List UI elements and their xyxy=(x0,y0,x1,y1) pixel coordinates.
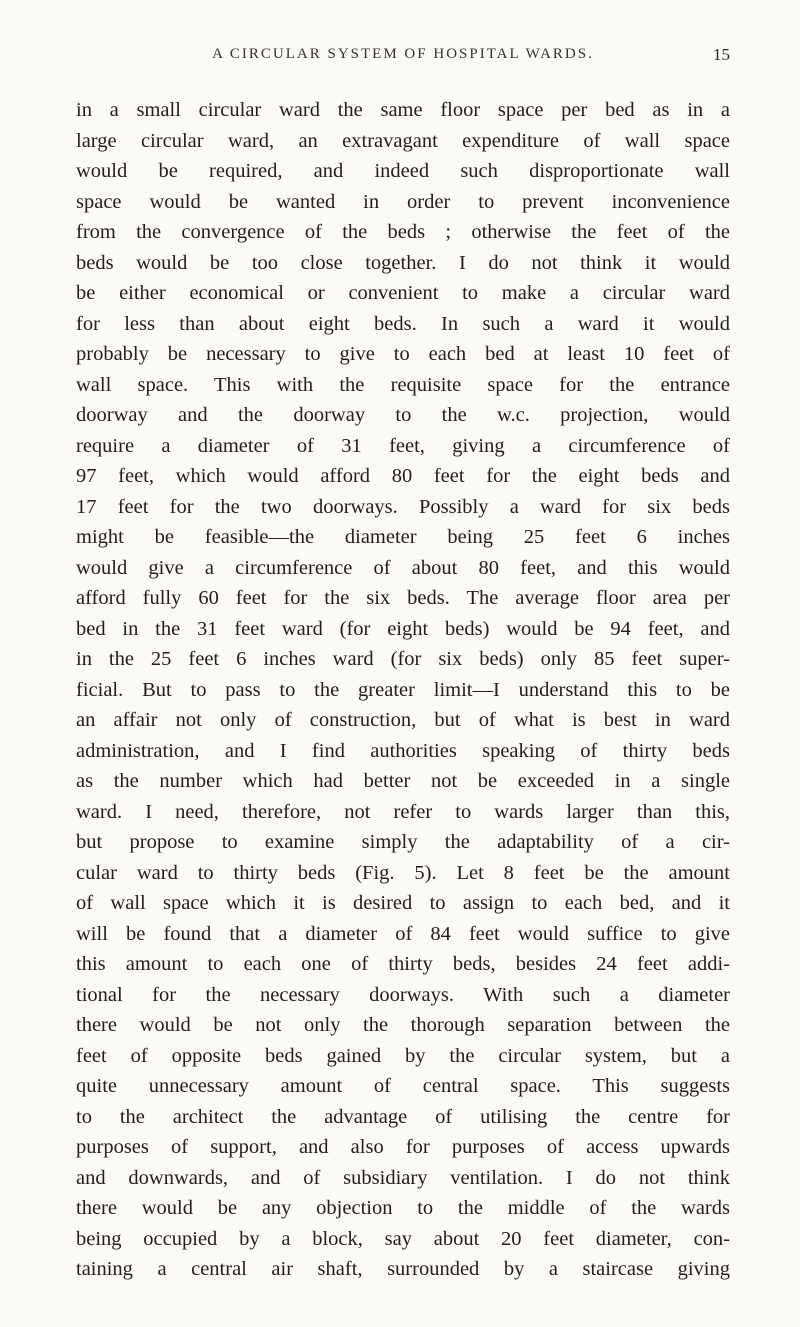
text-line: and downwards, and of subsidiary ventilation. I do not think xyxy=(76,1166,730,1189)
text-line: there would be any objection to the middle of the wards xyxy=(76,1197,730,1219)
text-line: tional for the necessary doorways. With such a diameter xyxy=(76,983,730,1006)
text-line: will be found that a diameter of 84 feet would suffice to give xyxy=(76,922,730,945)
text-line: doorway and the doorway to the w.c. projection, would xyxy=(76,404,730,426)
text-line: an affair not only of construction, but of what is best in ward xyxy=(76,709,730,731)
text-line: of wall space which it is desired to assign to each bed, and it xyxy=(76,892,730,914)
text-line: would be required, and indeed such disproportionate wall xyxy=(76,160,730,182)
page-number: 15 xyxy=(713,45,730,64)
text-line: there would be not only the thorough separation between the xyxy=(76,1014,730,1036)
text-line: this amount to each one of thirty beds, besides 24 feet addi- xyxy=(76,953,730,975)
text-line: being occupied by a block, say about 20 feet diameter, con- xyxy=(76,1227,730,1250)
text-line: might be feasible—the diameter being 25 feet 6 inches xyxy=(76,526,730,548)
text-line: quite unnecessary amount of central space. This suggests xyxy=(76,1075,730,1097)
text-line: probably be necessary to give to each bed at least 10 feet of xyxy=(76,343,730,365)
text-line: large circular ward, an extravagant expenditure of wall space xyxy=(76,129,730,152)
text-line: space would be wanted in order to prevent inconvenience xyxy=(76,190,730,213)
text-line: feet of opposite beds gained by the circular system, but a xyxy=(76,1044,730,1067)
text-line: from the convergence of the beds ; otherwise the feet of the xyxy=(76,221,730,243)
text-line: to the architect the advantage of utilising the centre for xyxy=(76,1105,730,1128)
text-line: in a small circular ward the same floor space per bed as in a xyxy=(76,99,730,121)
text-line: but propose to examine simply the adaptability of a cir- xyxy=(76,831,730,853)
text-line: taining a central air shaft, surrounded by a staircase giving xyxy=(76,1258,730,1280)
running-header xyxy=(76,46,730,63)
text-line: require a diameter of 31 feet, giving a circumference of xyxy=(76,434,730,457)
text-line: be either economical or convenient to make a circular ward xyxy=(76,282,730,304)
text-line: wall space. This with the requisite space for the entrance xyxy=(76,373,730,396)
text-line: afford fully 60 feet for the six beds. The average floor area per xyxy=(76,587,730,609)
text-line: ficial. But to pass to the greater limit—I understand this to be xyxy=(76,678,730,701)
text-line: cular ward to thirty beds (Fig. 5). Let 8 feet be the amount xyxy=(76,861,730,884)
text-line: beds would be too close together. I do not think it would xyxy=(76,251,730,274)
text-line: in the 25 feet 6 inches ward (for six beds) only 85 feet super- xyxy=(76,648,730,670)
body-text xyxy=(76,95,730,1285)
text-line: purposes of support, and also for purposes of access upwards xyxy=(76,1136,730,1158)
text-line: ward. I need, therefore, not refer to wards larger than this, xyxy=(76,800,730,823)
text-line: 97 feet, which would afford 80 feet for the eight beds and xyxy=(76,465,730,487)
text-line: administration, and I find authorities speaking of thirty beds xyxy=(76,739,730,762)
page-header-title: A CIRCULAR SYSTEM OF HOSPITAL WARDS. xyxy=(212,46,594,62)
text-line: bed in the 31 feet ward (for eight beds) would be 94 feet, and xyxy=(76,617,730,640)
text-line: for less than about eight beds. In such a ward it would xyxy=(76,312,730,335)
text-line: would give a circumference of about 80 feet, and this would xyxy=(76,556,730,579)
text-line: as the number which had better not be exceeded in a single xyxy=(76,770,730,792)
text-line: 17 feet for the two doorways. Possibly a ward for six beds xyxy=(76,495,730,518)
